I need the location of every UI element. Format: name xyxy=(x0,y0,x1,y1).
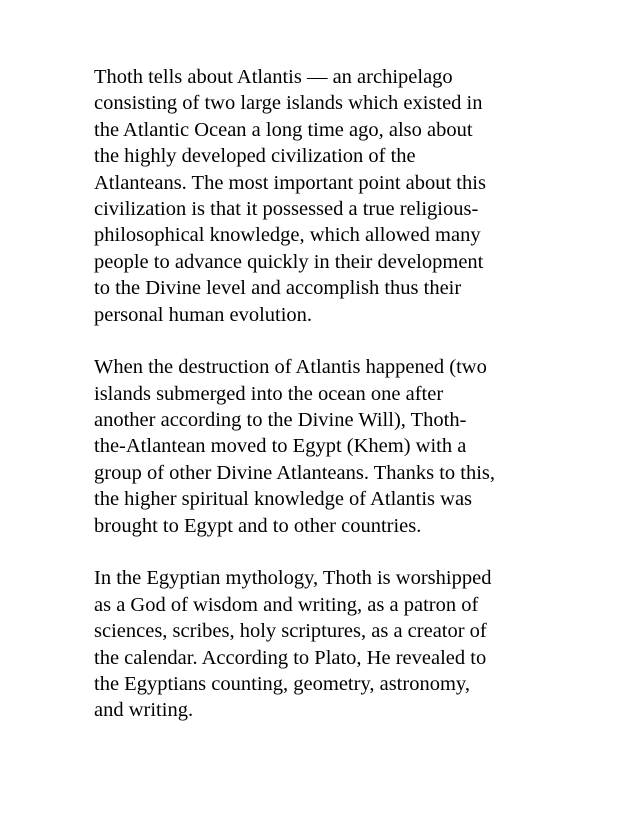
text-line: personal human evolution. xyxy=(94,303,313,326)
paragraph-atlantis-intro xyxy=(94,64,564,328)
text-line: group of other Divine Atlanteans. Thanks to this, xyxy=(94,461,496,484)
text-line: the highly developed civilization of the xyxy=(94,145,416,168)
text-line: people to advance quickly in their development xyxy=(94,250,484,273)
text-line: sciences, scribes, holy scriptures, as a creator of xyxy=(94,620,487,643)
text-line: the Atlantic Ocean a long time ago, also about xyxy=(94,118,473,141)
text-line: another according to the Divine Will), Thoth- xyxy=(94,409,467,432)
text-line: as a God of wisdom and writing, as a patron of xyxy=(94,593,479,616)
text-line: the-Atlantean moved to Egypt (Khem) with a xyxy=(94,435,467,458)
text-line: the calendar. According to Plato, He revealed to xyxy=(94,646,487,669)
text-line: civilization is that it possessed a true religious- xyxy=(94,197,479,220)
text-line: islands submerged into the ocean one after xyxy=(94,382,444,405)
text-line: In the Egyptian mythology, Thoth is worshipped xyxy=(94,567,492,590)
text-line: the higher spiritual knowledge of Atlantis was xyxy=(94,488,473,511)
text-line: and writing. xyxy=(94,699,194,722)
paragraph-egyptian-mythology xyxy=(94,565,564,723)
text-line: Atlanteans. The most important point about this xyxy=(94,171,486,194)
document-body xyxy=(94,64,564,750)
text-line: philosophical knowledge, which allowed many xyxy=(94,224,481,247)
text-line: brought to Egypt and to other countries. xyxy=(94,514,422,537)
text-line: Thoth tells about Atlantis — an archipelago xyxy=(94,66,453,88)
text-line: the Egyptians counting, geometry, astronomy, xyxy=(94,672,470,695)
text-line: When the destruction of Atlantis happened (two xyxy=(94,356,487,379)
text-line: to the Divine level and accomplish thus their xyxy=(94,277,462,300)
text-line: consisting of two large islands which existed in xyxy=(94,92,483,115)
paragraph-destruction-of-atlantis xyxy=(94,354,564,539)
